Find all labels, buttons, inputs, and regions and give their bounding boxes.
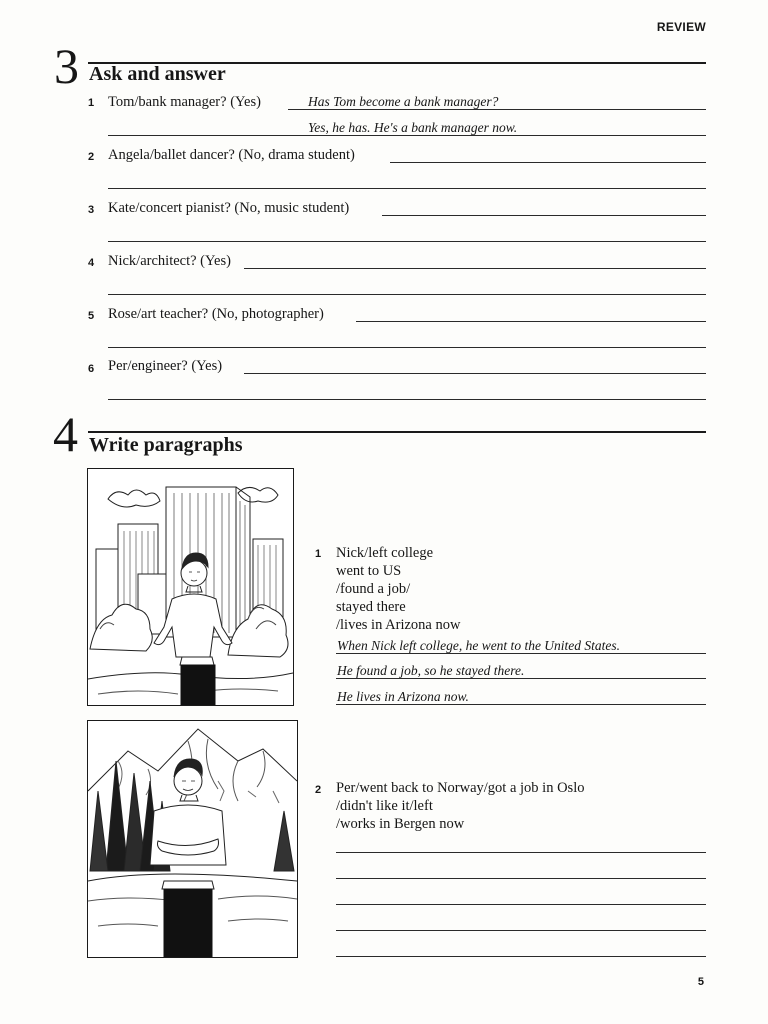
answer-line[interactable] [336,878,706,879]
paragraph-1-number: 1 [315,548,322,560]
answer-line[interactable] [336,904,706,905]
question-1-prompt: Tom/bank manager? (Yes) [108,94,261,110]
paragraph-1-prompt-line: /lives in Arizona now [336,617,461,633]
question-1-answer-question: Has Tom become a bank manager? [308,94,499,109]
answer-line[interactable] [336,852,706,853]
paragraph-1-prompt-line: stayed there [336,599,406,615]
paragraph-1-answer: He found a job, so he stayed there. [337,663,525,678]
exercise-3-number: 3 [54,38,79,94]
paragraph-1-answer: He lives in Arizona now. [337,689,469,704]
paragraph-2-number: 2 [315,784,322,796]
answer-line [336,704,706,705]
answer-line[interactable] [244,373,706,374]
paragraph-2-prompt-line: /works in Bergen now [336,816,465,832]
answer-line[interactable] [244,268,706,269]
question-6-number: 6 [88,363,95,375]
illustration-nick-city [87,468,294,706]
page-number: 5 [697,976,704,988]
question-1-answer-reply: Yes, he has. He's a bank manager now. [308,120,518,135]
exercise-4-number: 4 [53,406,78,462]
question-3-number: 3 [88,204,95,216]
answer-line[interactable] [108,347,706,348]
answer-line[interactable] [108,399,706,400]
question-4-prompt: Nick/architect? (Yes) [108,253,231,269]
answer-line [336,653,706,654]
answer-line[interactable] [336,956,706,957]
question-2-number: 2 [88,151,95,163]
paragraph-2-prompt-line: /didn't like it/left [336,798,433,814]
answer-line[interactable] [108,241,706,242]
answer-line [336,678,706,679]
question-6-prompt: Per/engineer? (Yes) [108,358,223,374]
answer-line[interactable] [390,162,706,163]
illustration-per-mountains [87,720,298,958]
paragraph-1-answer: When Nick left college, he went to the United States. [337,638,621,653]
paragraph-1-prompt-line: Nick/left college [336,545,434,561]
question-3-prompt: Kate/concert pianist? (No, music student) [108,200,350,216]
answer-line[interactable] [108,188,706,189]
city-scene-drawing [88,469,293,705]
question-5-prompt: Rose/art teacher? (No, photographer) [108,306,324,322]
answer-line[interactable] [108,294,706,295]
running-header: REVIEW [656,20,706,34]
answer-line[interactable] [356,321,706,322]
paragraph-1-prompt-line: /found a job/ [336,581,411,597]
mountain-scene-drawing [88,721,297,957]
exercise-4-title: Write paragraphs [89,434,243,456]
paragraph-2-prompt-line: Per/went back to Norway/got a job in Oslo [336,780,585,796]
answer-line[interactable] [382,215,706,216]
exercise-3-title: Ask and answer [89,63,226,85]
question-4-number: 4 [88,257,95,269]
exercise-4-rule [88,431,706,433]
question-1-number: 1 [88,97,95,109]
paragraph-1-prompt-line: went to US [336,563,402,579]
answer-line[interactable] [336,930,706,931]
question-2-prompt: Angela/ballet dancer? (No, drama student) [108,147,355,163]
question-5-number: 5 [88,310,95,322]
